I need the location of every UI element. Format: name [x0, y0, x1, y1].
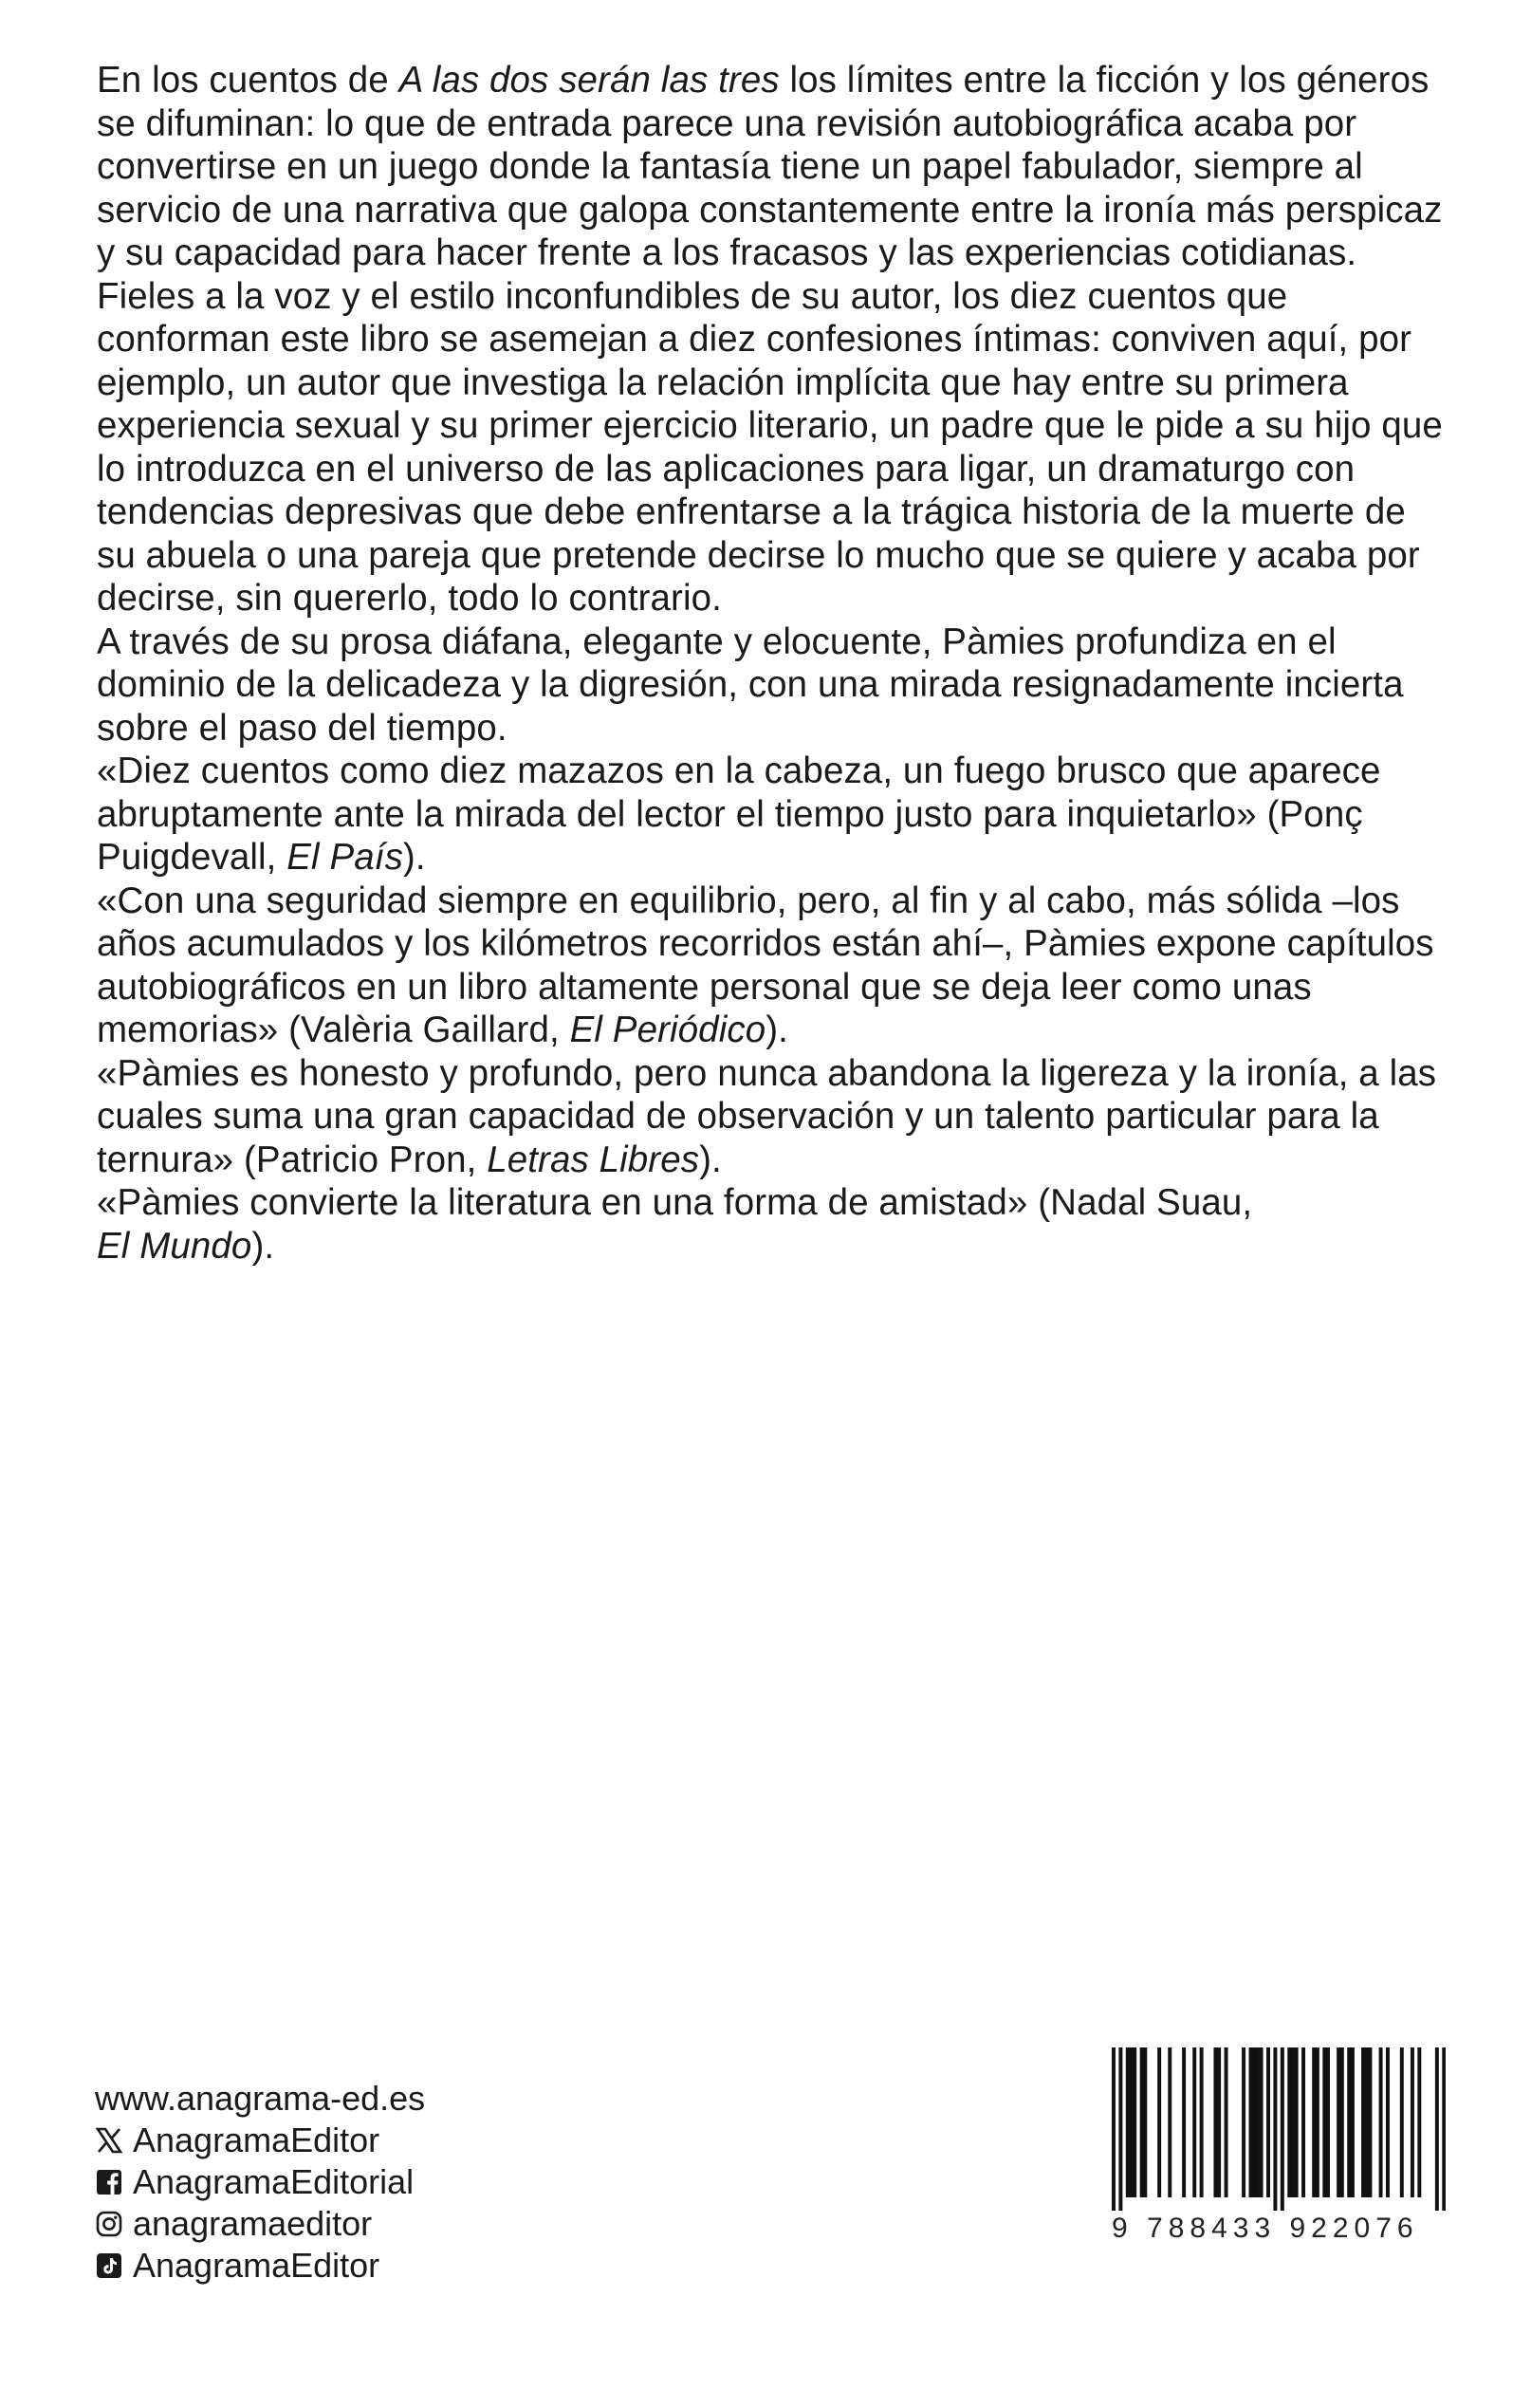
barcode-bar	[1379, 2047, 1383, 2197]
barcode-bar	[1365, 2047, 1369, 2197]
barcode-bar	[1112, 2047, 1116, 2211]
barcode-bar	[1157, 2047, 1161, 2197]
barcode-bar	[1351, 2047, 1355, 2197]
blurb-paragraph-1: En los cuentos de A las dos serán las tres los límites entre la ficción y los géneros se difuminan: lo que de entrada parece una revisión autobiográfica acaba por convertirse en un juego donde la fantasía tiene un papel fabulador, siempre al servicio de una narrativa que galopa constantemente entre la ironía más perspicaz y su capacidad para hacer frente a los fracasos y las experiencias cotidianas.	[97, 60, 1443, 273]
blurb-paragraph-3: A través de su prosa diáfana, elegante y elocuente, Pàmies profundiza en el dominio de la delicadeza y la digresión, con una mirada resignadamente incierta sobre el paso del tiempo.	[97, 621, 1404, 749]
barcode-bar	[1312, 2047, 1316, 2197]
barcode-bar	[1217, 2047, 1221, 2197]
barcode-bar	[1273, 2047, 1277, 2211]
review-source: El Periódico	[569, 1010, 766, 1050]
barcode-bar	[1200, 2047, 1204, 2197]
book-title: A las dos serán las tres	[398, 60, 780, 101]
barcode-bar	[1213, 2047, 1217, 2197]
x-icon	[95, 2126, 123, 2155]
website-link[interactable]: www.anagrama-ed.es	[95, 2079, 426, 2118]
instagram-account[interactable]: anagramaeditor	[95, 2203, 425, 2245]
barcode-bar	[1143, 2047, 1147, 2197]
barcode-bar	[1361, 2047, 1365, 2197]
barcode-bar	[1368, 2047, 1372, 2197]
barcode-bar	[1295, 2047, 1299, 2197]
instagram-icon	[95, 2210, 123, 2238]
barcode-bar	[1182, 2047, 1186, 2197]
barcode-bars	[1112, 2047, 1446, 2211]
barcode-bar	[1347, 2047, 1351, 2197]
barcode-bar	[1130, 2047, 1134, 2197]
barcode-bar	[1386, 2047, 1390, 2197]
barcode-bar	[1301, 2047, 1305, 2197]
barcode-bar	[1260, 2047, 1264, 2197]
barcode-bar	[1256, 2047, 1260, 2197]
tiktok-account[interactable]: AnagramaEditor	[95, 2245, 425, 2287]
publisher-contacts	[95, 2078, 425, 2287]
barcode-bar	[1340, 2047, 1344, 2197]
barcode-bar	[1266, 2047, 1270, 2197]
barcode-bar	[1316, 2047, 1319, 2197]
facebook-icon	[95, 2168, 123, 2196]
review-source: Letras Libres	[487, 1139, 700, 1180]
barcode-bar	[1281, 2047, 1284, 2211]
review-quote: «Diez cuentos como diez mazazos en la cabeza, un fuego brusco que aparece abruptamente ante la mirada del lector el tiempo justo para inquietarlo» (Ponç Puigdevall, El País).	[97, 750, 1381, 878]
barcode-bar	[1326, 2047, 1330, 2197]
review-quote: «Pàmies convierte la literatura en una forma de amistad» (Nadal Suau, El Mundo).	[97, 1182, 1253, 1267]
barcode-bar	[1291, 2047, 1295, 2197]
isbn-digits: 9 788433 922076	[1112, 2213, 1419, 2244]
barcode-bar	[1400, 2047, 1404, 2197]
barcode-bar	[1442, 2047, 1446, 2211]
barcode-bar	[1252, 2047, 1256, 2197]
isbn-barcode	[1112, 2047, 1446, 2256]
blurb-paragraph-2: Fieles a la voz y el estilo inconfundibles de su autor, los diez cuentos que conforman este libro se asemejan a diez confesiones íntimas: conviven aquí, por ejemplo, un autor que investiga la relación implícita que hay entre su primera experiencia sexual y su primer ejercicio literario, un padre que le pide a su hijo que lo introduzca en el universo de las aplicaciones para ligar, un dramaturgo con tendencias depresivas que debe enfrentarse a la trágica historia de la muerte de su abuela o una pareja que pretende decirse lo mucho que se quiere y acaba por decirse, sin quererlo, todo lo contrario.	[97, 275, 1443, 619]
barcode-bar	[1337, 2047, 1340, 2197]
barcode-bar	[1126, 2047, 1130, 2197]
review-quote: «Con una seguridad siempre en equilibrio, pero, al fin y al cabo, más sólida –los años acumulados y los kilómetros recorridos están ahí–, Pàmies expone capítulos autobiográficos en un libro altamente personal que se deja leer como unas memorias» (Valèria Gaillard, El Periódico).	[97, 880, 1434, 1050]
blurb-text	[97, 59, 1444, 1268]
barcode-bar	[1249, 2047, 1253, 2197]
tiktok-icon	[95, 2251, 123, 2280]
barcode-bar	[1168, 2047, 1171, 2197]
x-account[interactable]: AnagramaEditor	[95, 2120, 425, 2161]
review-source: El País	[286, 837, 403, 878]
barcode-bar	[1225, 2047, 1228, 2197]
facebook-account[interactable]: AnagramaEditorial	[95, 2161, 425, 2203]
review-quote: «Pàmies es honesto y profundo, pero nunca abandona la ligereza y la ironía, a las cuales suma una gran capacidad de observación y un talento particular para la ternura» (Patricio Pron, Letras Libres).	[97, 1052, 1437, 1180]
barcode-bar	[1322, 2047, 1326, 2197]
barcode-bar	[1140, 2047, 1144, 2197]
barcode-bar	[1411, 2047, 1414, 2197]
barcode-bar	[1192, 2047, 1196, 2197]
barcode-bar	[1287, 2047, 1291, 2197]
barcode-bar	[1417, 2047, 1421, 2197]
barcode-bar	[1435, 2047, 1439, 2211]
barcode-bar	[1242, 2047, 1245, 2197]
barcode-bar	[1118, 2047, 1122, 2211]
barcode-bar	[1133, 2047, 1136, 2197]
review-source: El Mundo	[97, 1225, 252, 1267]
